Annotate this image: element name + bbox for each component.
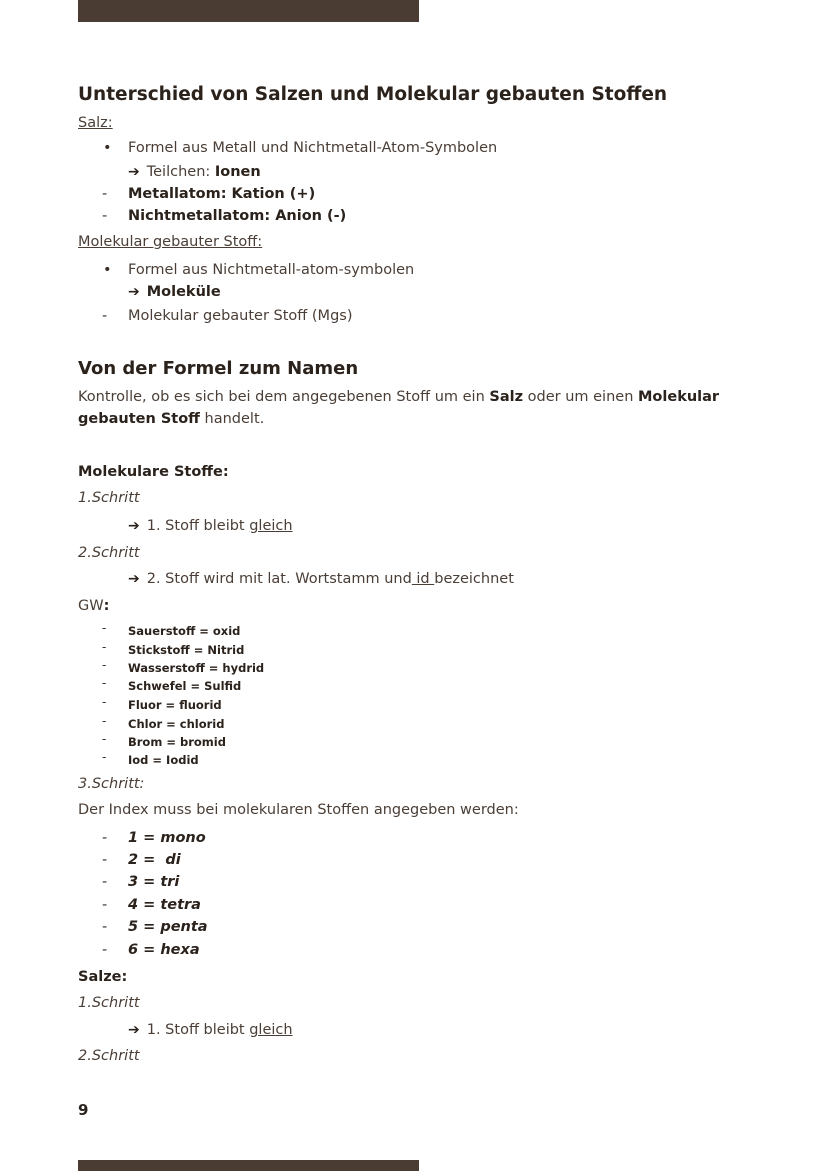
step2-label: 2.Schritt xyxy=(78,545,140,561)
salze-step2-label: 2.Schritt xyxy=(78,1048,140,1064)
page-number: 9 xyxy=(78,1101,89,1119)
arrow-icon: ➔ xyxy=(128,1022,140,1038)
dash-marker: - xyxy=(102,714,107,728)
intro-line-1: Kontrolle, ob es sich bei dem angegebenen Stoff um ein Salz oder um einen Molekular xyxy=(78,389,720,405)
arrow-icon: ➔ xyxy=(128,284,140,300)
dash-marker: - xyxy=(102,676,107,690)
dash-marker: - xyxy=(102,874,108,890)
step1-text: ➔ 1. Stoff bleibt gleich xyxy=(128,518,293,534)
mol-label: Molekular gebauter Stoff: xyxy=(78,234,263,250)
dash-marker: - xyxy=(102,732,107,746)
dash-marker: - xyxy=(102,942,108,958)
dash-marker: - xyxy=(102,658,107,672)
list-item: Iod = Iodid xyxy=(128,753,199,767)
list-item: 6 = hexa xyxy=(128,942,200,958)
dash-marker: - xyxy=(102,830,108,846)
salz-dash-1: Metallatom: Kation (+) xyxy=(128,186,316,202)
salz-bullet-text: Formel aus Metall und Nichtmetall-Atom-Symbolen xyxy=(128,140,498,156)
index-text: Der Index muss bei molekularen Stoffen angegeben werden: xyxy=(78,802,519,818)
list-item: Schwefel = Sulfid xyxy=(128,679,242,693)
mol-dash-text: Molekular gebauter Stoff (Mgs) xyxy=(128,308,353,324)
list-item: Sauerstoff = oxid xyxy=(128,624,241,638)
bullet-marker: • xyxy=(103,140,112,156)
step1-label: 1.Schritt xyxy=(78,490,140,506)
list-item: Chlor = chlorid xyxy=(128,717,225,731)
dash-marker: - xyxy=(102,621,107,635)
arrow-icon: ➔ xyxy=(128,518,140,534)
step2-text: ➔ 2. Stoff wird mit lat. Wortstamm und id bezeichnet xyxy=(128,571,514,587)
section2-title: Von der Formel zum Namen xyxy=(78,358,359,379)
mol-arrow-line: ➔ Moleküle xyxy=(128,284,221,300)
section-title: Unterschied von Salzen und Molekular gebauten Stoffen xyxy=(78,84,668,105)
salze-step1-label: 1.Schritt xyxy=(78,995,140,1011)
salz-label: Salz: xyxy=(78,115,113,131)
salze-heading: Salze: xyxy=(78,969,128,985)
dash-marker: - xyxy=(102,308,108,324)
dash-marker: - xyxy=(102,695,107,709)
salz-arrow-line: ➔ Teilchen: Ionen xyxy=(128,164,261,180)
gw-label: GW: xyxy=(78,598,110,614)
dash-marker: - xyxy=(102,186,108,202)
list-item: 2 = di xyxy=(128,852,181,868)
step3-label: 3.Schritt: xyxy=(78,776,145,792)
dash-marker: - xyxy=(102,208,108,224)
header-bar xyxy=(78,0,419,22)
intro-line-2: gebauten Stoff handelt. xyxy=(78,411,265,427)
list-item: 4 = tetra xyxy=(128,897,201,913)
list-item: Wasserstoff = hydrid xyxy=(128,661,265,675)
molekulare-heading: Molekulare Stoffe: xyxy=(78,464,229,480)
dash-marker: - xyxy=(102,919,108,935)
list-item: 5 = penta xyxy=(128,919,208,935)
dash-marker: - xyxy=(102,852,108,868)
arrow-icon: ➔ xyxy=(128,164,140,180)
list-item: Stickstoff = Nitrid xyxy=(128,643,245,657)
mol-bullet-text: Formel aus Nichtmetall-atom-symbolen xyxy=(128,262,415,278)
list-item: 1 = mono xyxy=(128,830,206,846)
dash-marker: - xyxy=(102,897,108,913)
salze-step1-text: ➔ 1. Stoff bleibt gleich xyxy=(128,1022,293,1038)
bullet-marker: • xyxy=(103,262,112,278)
arrow-icon: ➔ xyxy=(128,571,140,587)
list-item: 3 = tri xyxy=(128,874,180,890)
dash-marker: - xyxy=(102,750,107,764)
list-item: Brom = bromid xyxy=(128,735,226,749)
footer-bar xyxy=(78,1160,419,1171)
list-item: Fluor = fluorid xyxy=(128,698,222,712)
dash-marker: - xyxy=(102,640,107,654)
salz-dash-2: Nichtmetallatom: Anion (-) xyxy=(128,208,347,224)
